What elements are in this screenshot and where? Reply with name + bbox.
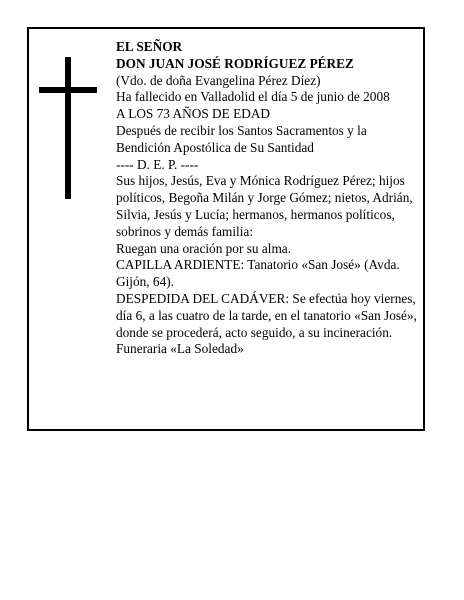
chapel-line: CAPILLA ARDIENTE: Tanatorio «San José» (Avda. Gijón, 64). — [116, 257, 400, 290]
death-line: Ha fallecido en Valladolid el día 5 de junio de 2008 — [116, 89, 390, 105]
notice-title: EL SEÑOR — [116, 39, 183, 54]
funeral-home-line: Funeraria «La Soledad» — [116, 341, 244, 357]
deceased-name: DON JUAN JOSÉ RODRÍGUEZ PÉREZ — [116, 55, 354, 71]
prayer-line: Ruegan una oración por su alma. — [116, 240, 292, 256]
notice-text — [116, 39, 421, 358]
age-line: A LOS 73 AÑOS DE EDAD — [116, 106, 271, 122]
cross-vertical-bar — [65, 57, 71, 199]
rip-line: ---- D. E. P. ---- — [116, 156, 199, 172]
sacraments-line: Después de recibir los Santos Sacramentos y la Bendición Apostólica de Su Santidad — [116, 122, 367, 155]
family-line: Sus hijos, Jesús, Eva y Mónica Rodríguez Pérez; hijos políticos, Begoña Milán y Jorge Gómez; nietos, Adrián, Silvia, Jesús y Lucía; hermanos, hermanos políticos, sobrinos y demás familia: — [116, 173, 413, 239]
latin-cross-icon — [39, 57, 97, 199]
widower-line: (Vdo. de doña Evangelina Pérez Díez) — [116, 72, 321, 88]
cross-horizontal-bar — [39, 87, 97, 93]
farewell-line: DESPEDIDA DEL CADÁVER: Se efectúa hoy viernes, día 6, a las cuatro de la tarde, en el tanatorio «San José», donde se procederá, acto seguido, a su incineración. — [116, 290, 417, 340]
obituary-notice — [27, 27, 425, 431]
